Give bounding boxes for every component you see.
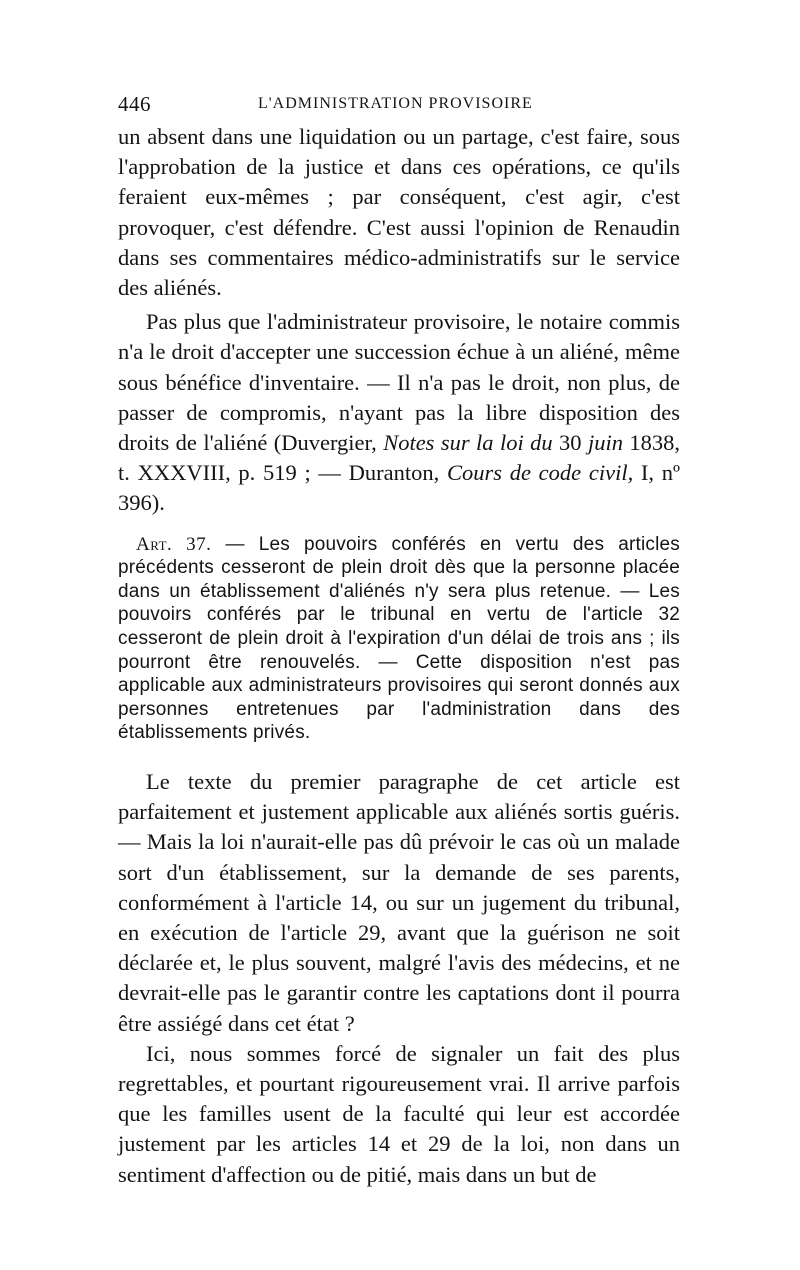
- paragraph-2-text-b: 30: [552, 430, 588, 456]
- book-page: [118, 92, 680, 1190]
- paragraph-2-italic-2: juin: [587, 430, 623, 456]
- article-text: — Les pouvoirs conférés en vertu des articles précédents cesseront de plein droit dès que la personne placée dans un établissement d'aliénés n'y sera plus retenue. — Les pouvoirs conférés par le tribunal en vertu de l'article 32 cesseront de plein droit à l'expiration d'un délai de trois ans ; ils pourront être renouvelés. — Cette disposition n'est pas applicable aux administrateurs provisoires qui seront donnés aux personnes entretenues par l'administration dans des établissements privés.: [118, 533, 680, 744]
- running-head: [118, 92, 680, 122]
- paragraph-2-text-a: Pas plus que l'administrateur provisoire, le notaire commis n'a le droit d'accepter une succession échue à un aliéné, même sous bénéfice d'inventaire. — Il n'a pas le droit, non plus, de passer de compromis, n'ayant pas la libre disposition des droits de l'aliéné (Duvergier,: [118, 309, 680, 456]
- paragraph-2-italic-1: Notes sur la loi du: [383, 430, 553, 456]
- paragraph-4: Ici, nous sommes forcé de signaler un fait des plus regrettables, et pourtant rigoureusement vrai. Il arrive parfois que les familles usent de la faculté qui leur est accordée justement par les articles 14 et 29 de la loi, non dans un sentiment d'affection ou de pitié, mais dans un but de: [118, 1040, 680, 1187]
- article-label: Art. 37.: [136, 533, 212, 555]
- paragraph-2-text-d: I, nº 396).: [118, 460, 680, 516]
- paragraph-2: [118, 307, 680, 518]
- paragraph-1: un absent dans une liquidation ou un partage, c'est faire, sous l'approbation de la justice et dans ces opérations, ce qu'ils feraient eux-mêmes ; par conséquent, c'est agir, c'est provoquer, c'est défendre. C'est aussi l'opinion de Renaudin dans ses commentaires médico-administratifs sur le service des aliénés.: [118, 124, 680, 301]
- running-title: L'ADMINISTRATION PROVISOIRE: [258, 95, 533, 112]
- paragraph-2-italic-3: Cours de code civil,: [446, 460, 634, 486]
- paragraph-3: Le texte du premier paragraphe de cet article est parfaitement et justement applicable aux aliénés sortis guéris. — Mais la loi n'aurait-elle pas dû prévoir le cas où un malade sort d'un établissement, sur la demande de ses parents, conformément à l'article 14, ou sur un jugement du tribunal, en exécution de l'article 29, avant que la guérison ne soit déclarée et, le plus souvent, malgré l'avis des médecins, et ne devrait-elle pas le garantir contre les captations dont il pourra être assiégé dans cet état ?: [118, 768, 680, 1036]
- article-37: [118, 533, 680, 745]
- paragraph-2-text-c: 1838, t. XXXVIII, p. 519 ; — Duranton,: [118, 430, 680, 486]
- page-number: 446: [118, 92, 151, 116]
